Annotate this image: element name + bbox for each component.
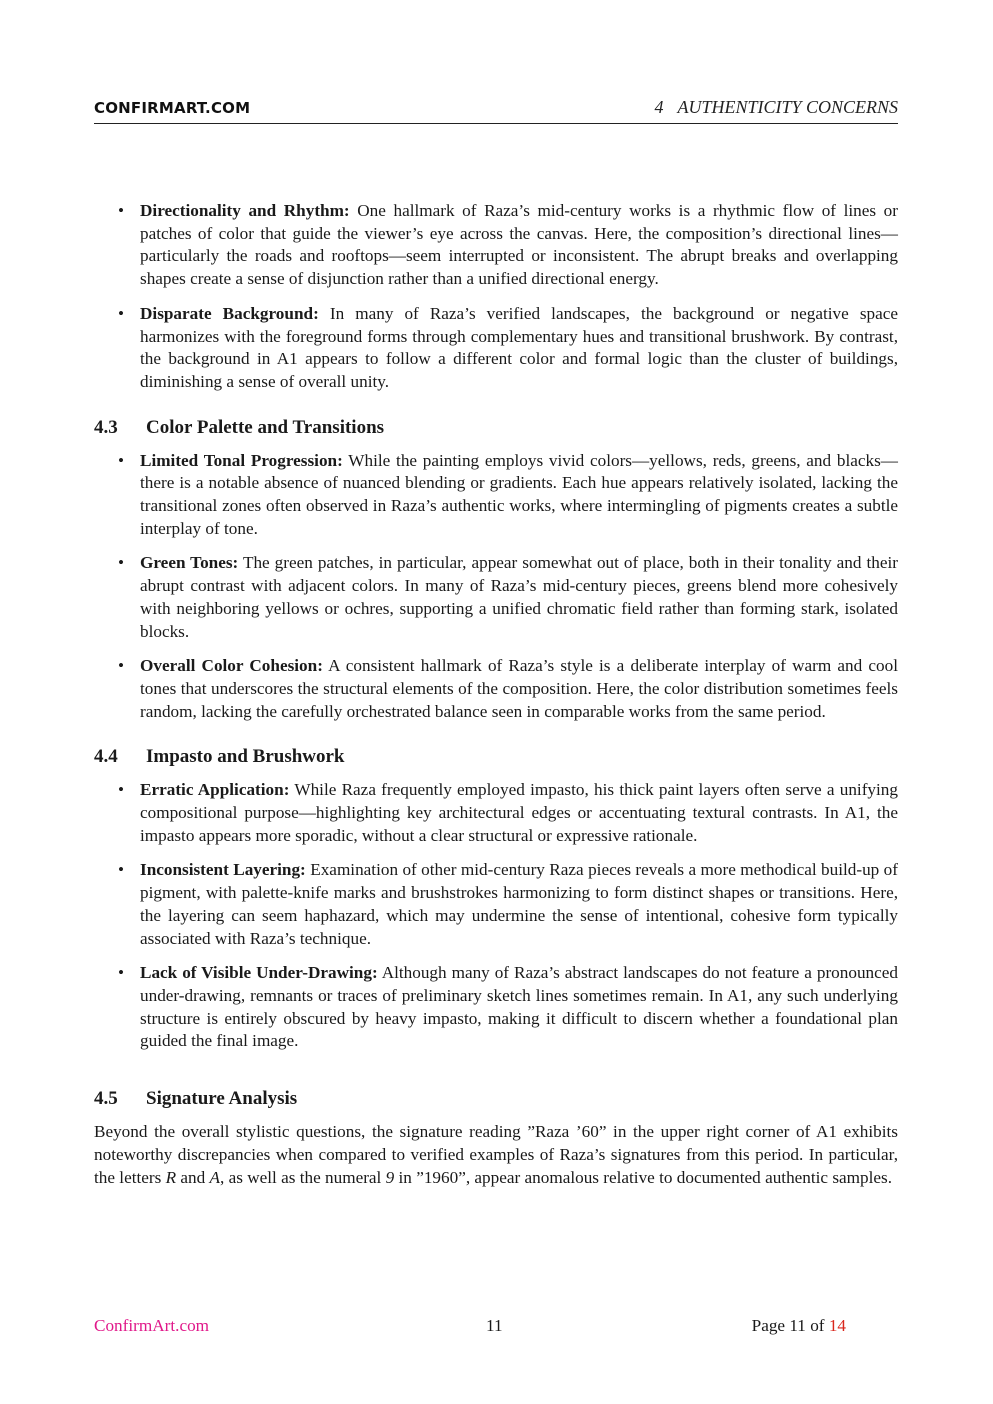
running-section-number: 4 (654, 97, 664, 117)
bullet-list-4-4 (94, 779, 898, 1053)
bullet-icon: • (118, 201, 125, 220)
paragraph-text: in ”1960”, appear anomalous relative to documented authentic samples. (394, 1167, 893, 1187)
page-header (94, 97, 898, 124)
list-item (94, 552, 898, 643)
footer-page-number: 11 (486, 1316, 503, 1335)
list-item (94, 303, 898, 394)
item-text: Examination of other mid-century Raza pieces reveals a more methodical build-up of pigment, with palette-knife marks and brushstrokes harmonizing to form distinct shapes or transitions. Here, the layering can seem haphazard, which may undermine the sense of intentional, cohesive form typically associated with Raza’s technique. (140, 860, 898, 948)
section-heading-4-3 (94, 416, 898, 440)
letter-a: A (209, 1167, 221, 1187)
item-term: Lack of Visible Under-Drawing: (140, 963, 378, 983)
list-item (94, 655, 898, 723)
bullet-icon: • (118, 553, 125, 573)
bullet-list-top (94, 200, 898, 394)
list-item (94, 779, 898, 847)
page-total-link[interactable]: 14 (828, 1316, 846, 1335)
footer-site-link[interactable]: ConfirmArt.com (94, 1316, 210, 1335)
bullet-icon: • (118, 963, 125, 983)
bullet-icon: • (118, 450, 125, 470)
item-text: While the painting employs vivid colors—yellows, reds, greens, and blacks—there is a notable absence of nuanced blending or gradients. Each hue appears relatively isolated, lacking the transitional zones often observed in Raza’s authentic works, where intermingling of pigments creates a subtle interplay of tone. (140, 450, 898, 538)
bullet-list-4-3 (94, 450, 898, 724)
paragraph-text: , as well as the numeral (220, 1167, 386, 1187)
item-text: A consistent hallmark of Raza’s style is a deliberate interplay of warm and cool tones that underscores the structural elements of the composition. Here, the color distribution sometimes feels random, lacking the carefully orchestrated balance seen in comparable works from the same period. (140, 656, 898, 721)
paragraph-text: Beyond the overall stylistic questions, the signature reading ”Raza ’60” in the upper right corner of A1 exhibits noteworthy discrepancies when compared to verified examples of Raza’s signatures from this period. In particular, the letters (94, 1122, 898, 1187)
section-number: 4.5 (94, 1088, 118, 1110)
paragraph-text: and (176, 1167, 210, 1187)
page-footer (94, 1316, 854, 1338)
section-heading-4-5 (94, 1087, 898, 1111)
bullet-icon: • (118, 780, 125, 800)
section-number: 4.3 (94, 416, 118, 438)
list-item (94, 200, 898, 291)
item-term: Disparate Background: (140, 303, 319, 323)
page-of-prefix: Page 11 of (751, 1316, 829, 1335)
numeral-9: 9 (385, 1167, 395, 1187)
signature-analysis-paragraph (94, 1121, 898, 1189)
section-title: Impasto and Brushwork (146, 746, 345, 768)
section-number: 4.4 (94, 746, 118, 768)
item-term: Green Tones: (140, 553, 239, 573)
footer-page-of (752, 1316, 846, 1336)
list-item (94, 859, 898, 950)
item-text: While Raza frequently employed impasto, his thick paint layers often serve a unifying compositional purpose—highlighting key architectural edges or accentuating textural contrasts. In A1, the impasto appears more sporadic, without a clear structural or expressive rationale. (140, 780, 898, 845)
item-text: Although many of Raza’s abstract landscapes do not feature a pronounced under-drawing, remnants or traces of preliminary sketch lines sometimes remain. In A1, any such underlying structure is entirely obscured by heavy impasto, making it difficult to discern whether a foundational plan guided the final image. (140, 963, 898, 1051)
section-title: Color Palette and Transitions (146, 416, 385, 438)
item-text: One hallmark of Raza’s mid-century works is a rhythmic flow of lines or patches of color that guide the viewer’s eye across the canvas. Here, the composition’s directional lines—particularly the roads and rooftops—seem interrupted or inconsistent. The abrupt breaks and overlapping shapes create a sense of disjunction rather than a unified directional energy. (140, 201, 898, 289)
bullet-icon: • (118, 860, 125, 880)
running-section-name: AUTHENTICITY CONCERNS (677, 97, 898, 117)
item-term: Directionality and Rhythm: (140, 201, 350, 220)
list-item (94, 962, 898, 1053)
item-text: The green patches, in particular, appear somewhat out of place, both in their tonality and their abrupt contrast with adjacent colors. In many of Raza’s mid-century pieces, greens blend more cohesively with neighboring yellows or ochres, supporting a unified chromatic field rather than forming stark, isolated blocks. (140, 553, 898, 641)
page-content (94, 200, 898, 1189)
item-term: Overall Color Cohesion: (140, 656, 323, 676)
confirmart-logo: CONFIRMART.COM (94, 99, 251, 117)
item-text: In many of Raza’s verified landscapes, the background or negative space harmonizes with the foreground forms through complementary hues and transitional brushwork. By contrast, the background in A1 appears to follow a different color and formal logic than the cluster of buildings, diminishing a sense of overall unity. (140, 303, 898, 391)
section-heading-4-4 (94, 745, 898, 769)
list-item (94, 450, 898, 541)
running-section-title (654, 97, 898, 118)
item-term: Limited Tonal Progression: (140, 450, 343, 470)
letter-r: R (165, 1167, 177, 1187)
item-term: Erratic Application: (140, 780, 290, 800)
section-title: Signature Analysis (146, 1088, 298, 1110)
bullet-icon: • (118, 656, 125, 676)
item-term: Inconsistent Layering: (140, 860, 306, 880)
bullet-icon: • (118, 303, 125, 323)
